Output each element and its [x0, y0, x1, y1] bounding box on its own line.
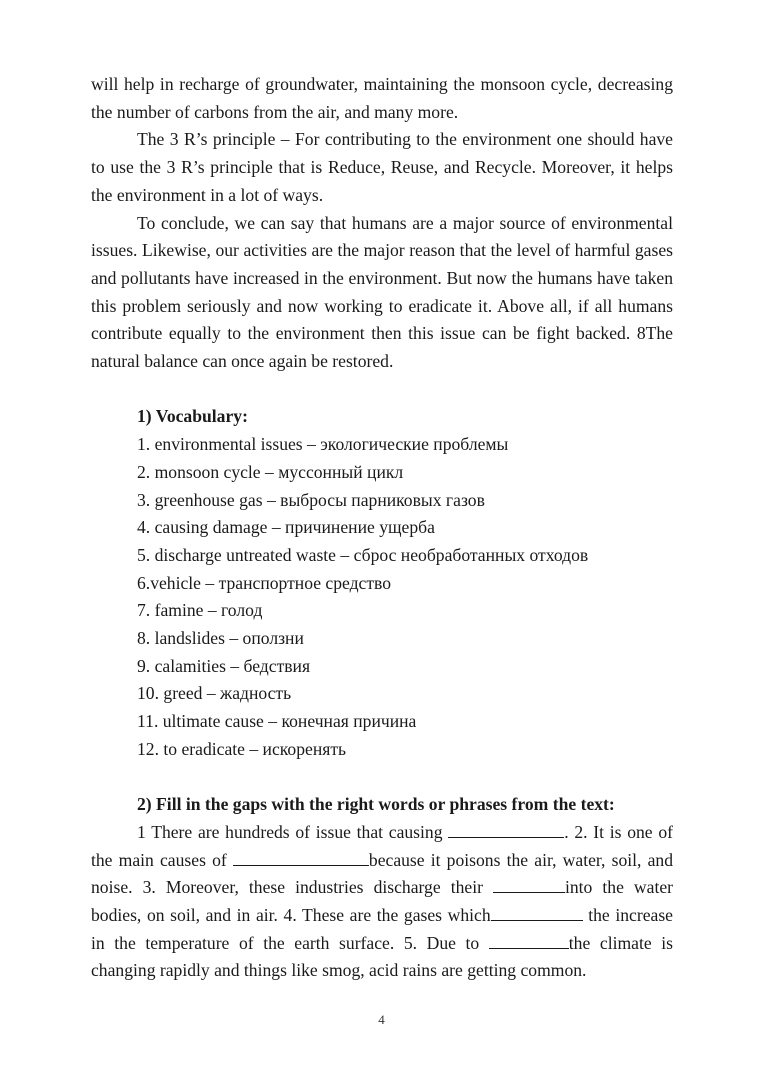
vocabulary-item: 9. calamities – бедствия [137, 655, 311, 676]
page-number: 4 [378, 1012, 385, 1027]
vocabulary-item: 1. environmental issues – экологические проблемы [137, 434, 509, 455]
fill-in-gaps-exercise [91, 819, 673, 985]
answer-blank-3[interactable] [493, 876, 565, 893]
exercise-text: into the water bodies, on soil, and in air. 4. These are the gases which [91, 877, 674, 926]
spacer [91, 764, 673, 792]
exercise-text: the increase in the temperature of the earth surface. 5. Due to [91, 905, 673, 953]
answer-blank-4[interactable] [491, 904, 583, 921]
answer-blank-1[interactable] [448, 821, 564, 838]
paragraph-3rs-principle: The 3 R’s principle – For contributing to the environment one should have to use the 3 R’s principle that is Reduce, Reuse, and Recycle. Moreover, it helps the environment in a lot of ways. [91, 129, 673, 205]
vocabulary-item: 8. landslides – оползни [137, 628, 304, 649]
answer-blank-5[interactable] [489, 932, 569, 949]
exercise-text: . 2. It is one of the main causes of [91, 821, 673, 870]
vocabulary-item: 2. monsoon cycle – муссонный цикл [137, 461, 404, 482]
exercise-heading: 2) Fill in the gaps with the right words or phrases from the text: [137, 794, 615, 815]
vocabulary-item: 6.vehicle – транспортное средство [137, 572, 392, 593]
exercise-text: because it poisons the air, water, soil, and noise. 3. Moreover, these industries discharge their [91, 849, 673, 898]
vocabulary-item: 5. discharge untreated waste – сброс необработанных отходов [137, 544, 589, 565]
document-page [91, 71, 673, 985]
exercise-text: the climate is changing rapidly and things like smog, acid rains are getting common. [91, 932, 673, 981]
answer-blank-2[interactable] [233, 849, 369, 866]
paragraph-continuation: will help in recharge of groundwater, maintaining the monsoon cycle, decreasing the number of carbons from the air, and many more. [91, 74, 673, 122]
vocabulary-item: 12. to eradicate – искоренять [137, 738, 347, 759]
vocabulary-item: 10. greed – жадность [137, 683, 292, 704]
exercise-text: 1 There are hundreds of issue that causing [137, 821, 449, 842]
vocabulary-heading: 1) Vocabulary: [137, 406, 248, 427]
vocabulary-item: 11. ultimate cause – конечная причина [137, 711, 417, 732]
spacer [91, 376, 673, 404]
vocabulary-item: 7. famine – голод [137, 600, 263, 621]
vocabulary-item: 3. greenhouse gas – выбросы парниковых газов [137, 489, 485, 510]
paragraph-conclusion: To conclude, we can say that humans are a major source of environmental issues. Likewise, our activities are the major reason that the level of harmful gases and pollutants have increased in the environment. But now the humans have taken this problem seriously and now working to eradicate it. Above all, if all humans contribute equally to the environment then this issue can be fight backed. 8The natural balance can once again be restored. [91, 212, 673, 372]
vocabulary-item: 4. causing damage – причинение ущерба [137, 517, 435, 538]
vocabulary-list [91, 431, 673, 763]
